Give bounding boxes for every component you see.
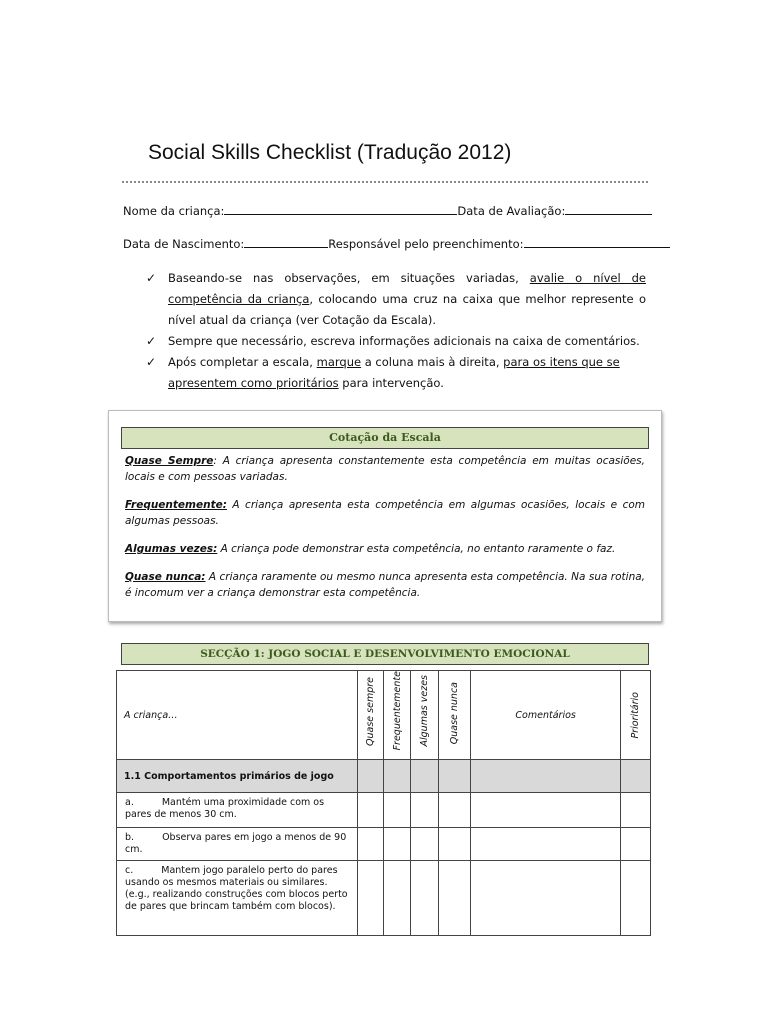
subsection-title: 1.1 Comportamentos primários de jogo: [117, 760, 358, 793]
rating-cell[interactable]: [384, 861, 411, 936]
rating-cell[interactable]: [411, 861, 439, 936]
item-b: b. Observa pares em jogo a menos de 90 cm.: [117, 828, 358, 861]
rating-cell[interactable]: [357, 828, 384, 861]
scale-item-almost-always: Quase Sempre: A criança apresenta constantemente esta competência em muitas ocasiões, locais e com pessoas variadas.: [125, 455, 645, 483]
checklist-table: [116, 670, 651, 936]
table-header-row: [117, 671, 651, 760]
birth-date-field[interactable]: [244, 236, 328, 248]
birth-date-row: [123, 236, 670, 251]
priority-cell[interactable]: [620, 793, 650, 828]
subsection-row: [117, 760, 651, 793]
column-header-priority: Prioritário: [620, 671, 650, 760]
birth-date-label: Data de Nascimento:: [123, 237, 245, 251]
table-row: [117, 861, 651, 936]
rating-cell[interactable]: [357, 793, 384, 828]
eval-date-field[interactable]: [565, 203, 652, 215]
column-header-frequently: Frequentemente: [384, 671, 411, 760]
rating-cell[interactable]: [439, 828, 471, 861]
table-row: [117, 828, 651, 861]
dotted-divider: [122, 181, 648, 183]
priority-cell[interactable]: [620, 760, 650, 793]
rating-scale-heading: Cotação da Escala: [121, 427, 649, 449]
column-header-almost-always: Quase sempre: [357, 671, 384, 760]
scale-item-sometimes: Algumas vezes: A criança pode demonstrar esta competência, no entanto raramente o faz.: [125, 543, 616, 555]
instruction-item: ✓ Baseando-se nas observações, em situações variadas, avalie o nível de competência da criança, colocando uma cruz na caixa que melhor represente o nível atual da criança (ver Cotação da Escala).: [146, 268, 646, 331]
scale-item-almost-never: Quase nunca: A criança raramente ou mesmo nunca apresenta esta competência. Na sua rotina, é incomum ver a criança demonstrar esta competência.: [125, 571, 646, 599]
rating-cell[interactable]: [384, 828, 411, 861]
scale-item-frequently: Frequentemente: A criança apresenta esta competência em algumas ocasiões, locais e com algumas pessoas.: [125, 499, 645, 527]
checkmark-icon: ✓: [146, 334, 157, 348]
child-name-label: Nome da criança:: [123, 204, 225, 218]
rating-cell[interactable]: [439, 760, 471, 793]
rating-cell[interactable]: [411, 793, 439, 828]
child-name-row: [123, 203, 652, 218]
responsible-field[interactable]: [524, 236, 670, 248]
rating-cell[interactable]: [411, 760, 439, 793]
comment-cell[interactable]: [471, 793, 621, 828]
page-title: Social Skills Checklist (Tradução 2012): [148, 141, 512, 164]
rating-cell[interactable]: [357, 861, 384, 936]
rating-cell[interactable]: [384, 793, 411, 828]
instruction-item: ✓ Sempre que necessário, escreva informações adicionais na caixa de comentários.: [146, 331, 646, 352]
comment-cell[interactable]: [471, 760, 621, 793]
checkmark-icon: ✓: [146, 355, 157, 369]
rating-cell[interactable]: [439, 861, 471, 936]
child-name-field[interactable]: [224, 203, 457, 215]
column-header-comments: Comentários: [471, 671, 621, 760]
checkmark-icon: ✓: [146, 271, 157, 285]
instruction-item: ✓ Após completar a escala, marque a coluna mais à direita, para os itens que se apresentem como prioritários para intervenção.: [146, 352, 646, 394]
rating-scale-box: [108, 410, 662, 622]
rating-cell[interactable]: [357, 760, 384, 793]
priority-cell[interactable]: [620, 828, 650, 861]
eval-date-label: Data de Avaliação:: [457, 204, 566, 218]
table-row: [117, 793, 651, 828]
item-c: c. Mantem jogo paralelo perto do pares usando os mesmos materiais ou similares. (e.g., realizando construções com blocos perto de pares que brincam também com blocos).: [117, 861, 358, 936]
comment-cell[interactable]: [471, 828, 621, 861]
section1-heading: SECÇÃO 1: JOGO SOCIAL E DESENVOLVIMENTO EMOCIONAL: [121, 643, 649, 665]
comment-cell[interactable]: [471, 861, 621, 936]
priority-cell[interactable]: [620, 861, 650, 936]
instructions-list: [146, 268, 646, 394]
rating-cell[interactable]: [384, 760, 411, 793]
column-header-sometimes: Algumas vezes: [411, 671, 439, 760]
responsible-label: Responsável pelo preenchimento:: [328, 237, 524, 251]
column-header-almost-never: Quase nunca: [439, 671, 471, 760]
column-header-child: A criança…: [117, 671, 358, 760]
rating-cell[interactable]: [439, 793, 471, 828]
rating-cell[interactable]: [411, 828, 439, 861]
item-a: a. Mantém uma proximidade com os pares de menos 30 cm.: [117, 793, 358, 828]
